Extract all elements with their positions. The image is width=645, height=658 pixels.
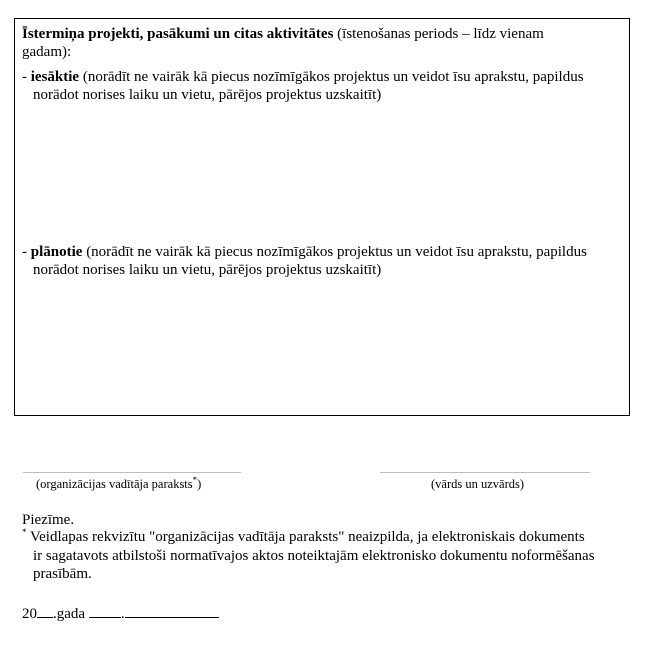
planned-label: plānotie <box>30 244 83 260</box>
heading-bold: Īstermiņa projekti, pasākumi un citas aktivitātes <box>22 26 334 42</box>
name-label: (vārds un uzvārds) <box>431 477 525 491</box>
heading-continuation: gadam): <box>22 44 72 60</box>
planned-line2: norādot norises laiku un vietu, pārējos projektus uzskaitīt) <box>33 262 382 278</box>
note-asterisk: * <box>22 527 27 537</box>
signature-label-text: (organizācijas vadītāja paraksts <box>36 477 193 491</box>
started-text: (norādīt ne vairāk kā piecus nozīmīgākos projektus un veidot īsu aprakstu, papildus <box>79 69 584 85</box>
planned-text: (norādīt ne vairāk kā piecus nozīmīgākos projektus un veidot īsu aprakstu, papildus <box>82 244 587 260</box>
started-dash: - <box>22 69 31 85</box>
date-dot: . <box>120 606 125 622</box>
note-line3: prasībām. <box>33 566 92 582</box>
note-line1-text: Veidlapas rekvizītu "organizācijas vadītāja paraksts" neaizpilda, ja elektroniskais dokuments <box>26 529 585 545</box>
signature-label <box>36 474 202 491</box>
note-line2: ir sagatavots atbilstoši normatīvajos aktos noteiktajām elektronisko dokumentu noformēšanas <box>33 548 595 564</box>
box-heading <box>22 25 544 43</box>
started-line2: norādot norises laiku un vietu, pārējos projektus uzskaitīt) <box>33 87 382 103</box>
name-line <box>380 472 590 473</box>
month-blank <box>125 603 219 618</box>
heading-normal: (īstenošanas periods – līdz vienam <box>333 26 544 42</box>
started-line1 <box>22 68 584 86</box>
planned-line1 <box>22 243 587 261</box>
signature-line <box>23 472 241 473</box>
note-line1 <box>22 528 585 546</box>
started-label: iesāktie <box>30 69 80 85</box>
date-year-prefix: 20 <box>22 606 37 622</box>
note-title: Piezīme. <box>22 512 75 528</box>
date-line <box>22 603 219 623</box>
signature-label-close: ) <box>197 477 202 491</box>
signature-asterisk: * <box>192 474 198 485</box>
year-blank <box>37 603 53 618</box>
day-blank <box>89 603 121 618</box>
planned-dash: - <box>22 244 31 260</box>
date-gada: .gada <box>53 606 86 622</box>
